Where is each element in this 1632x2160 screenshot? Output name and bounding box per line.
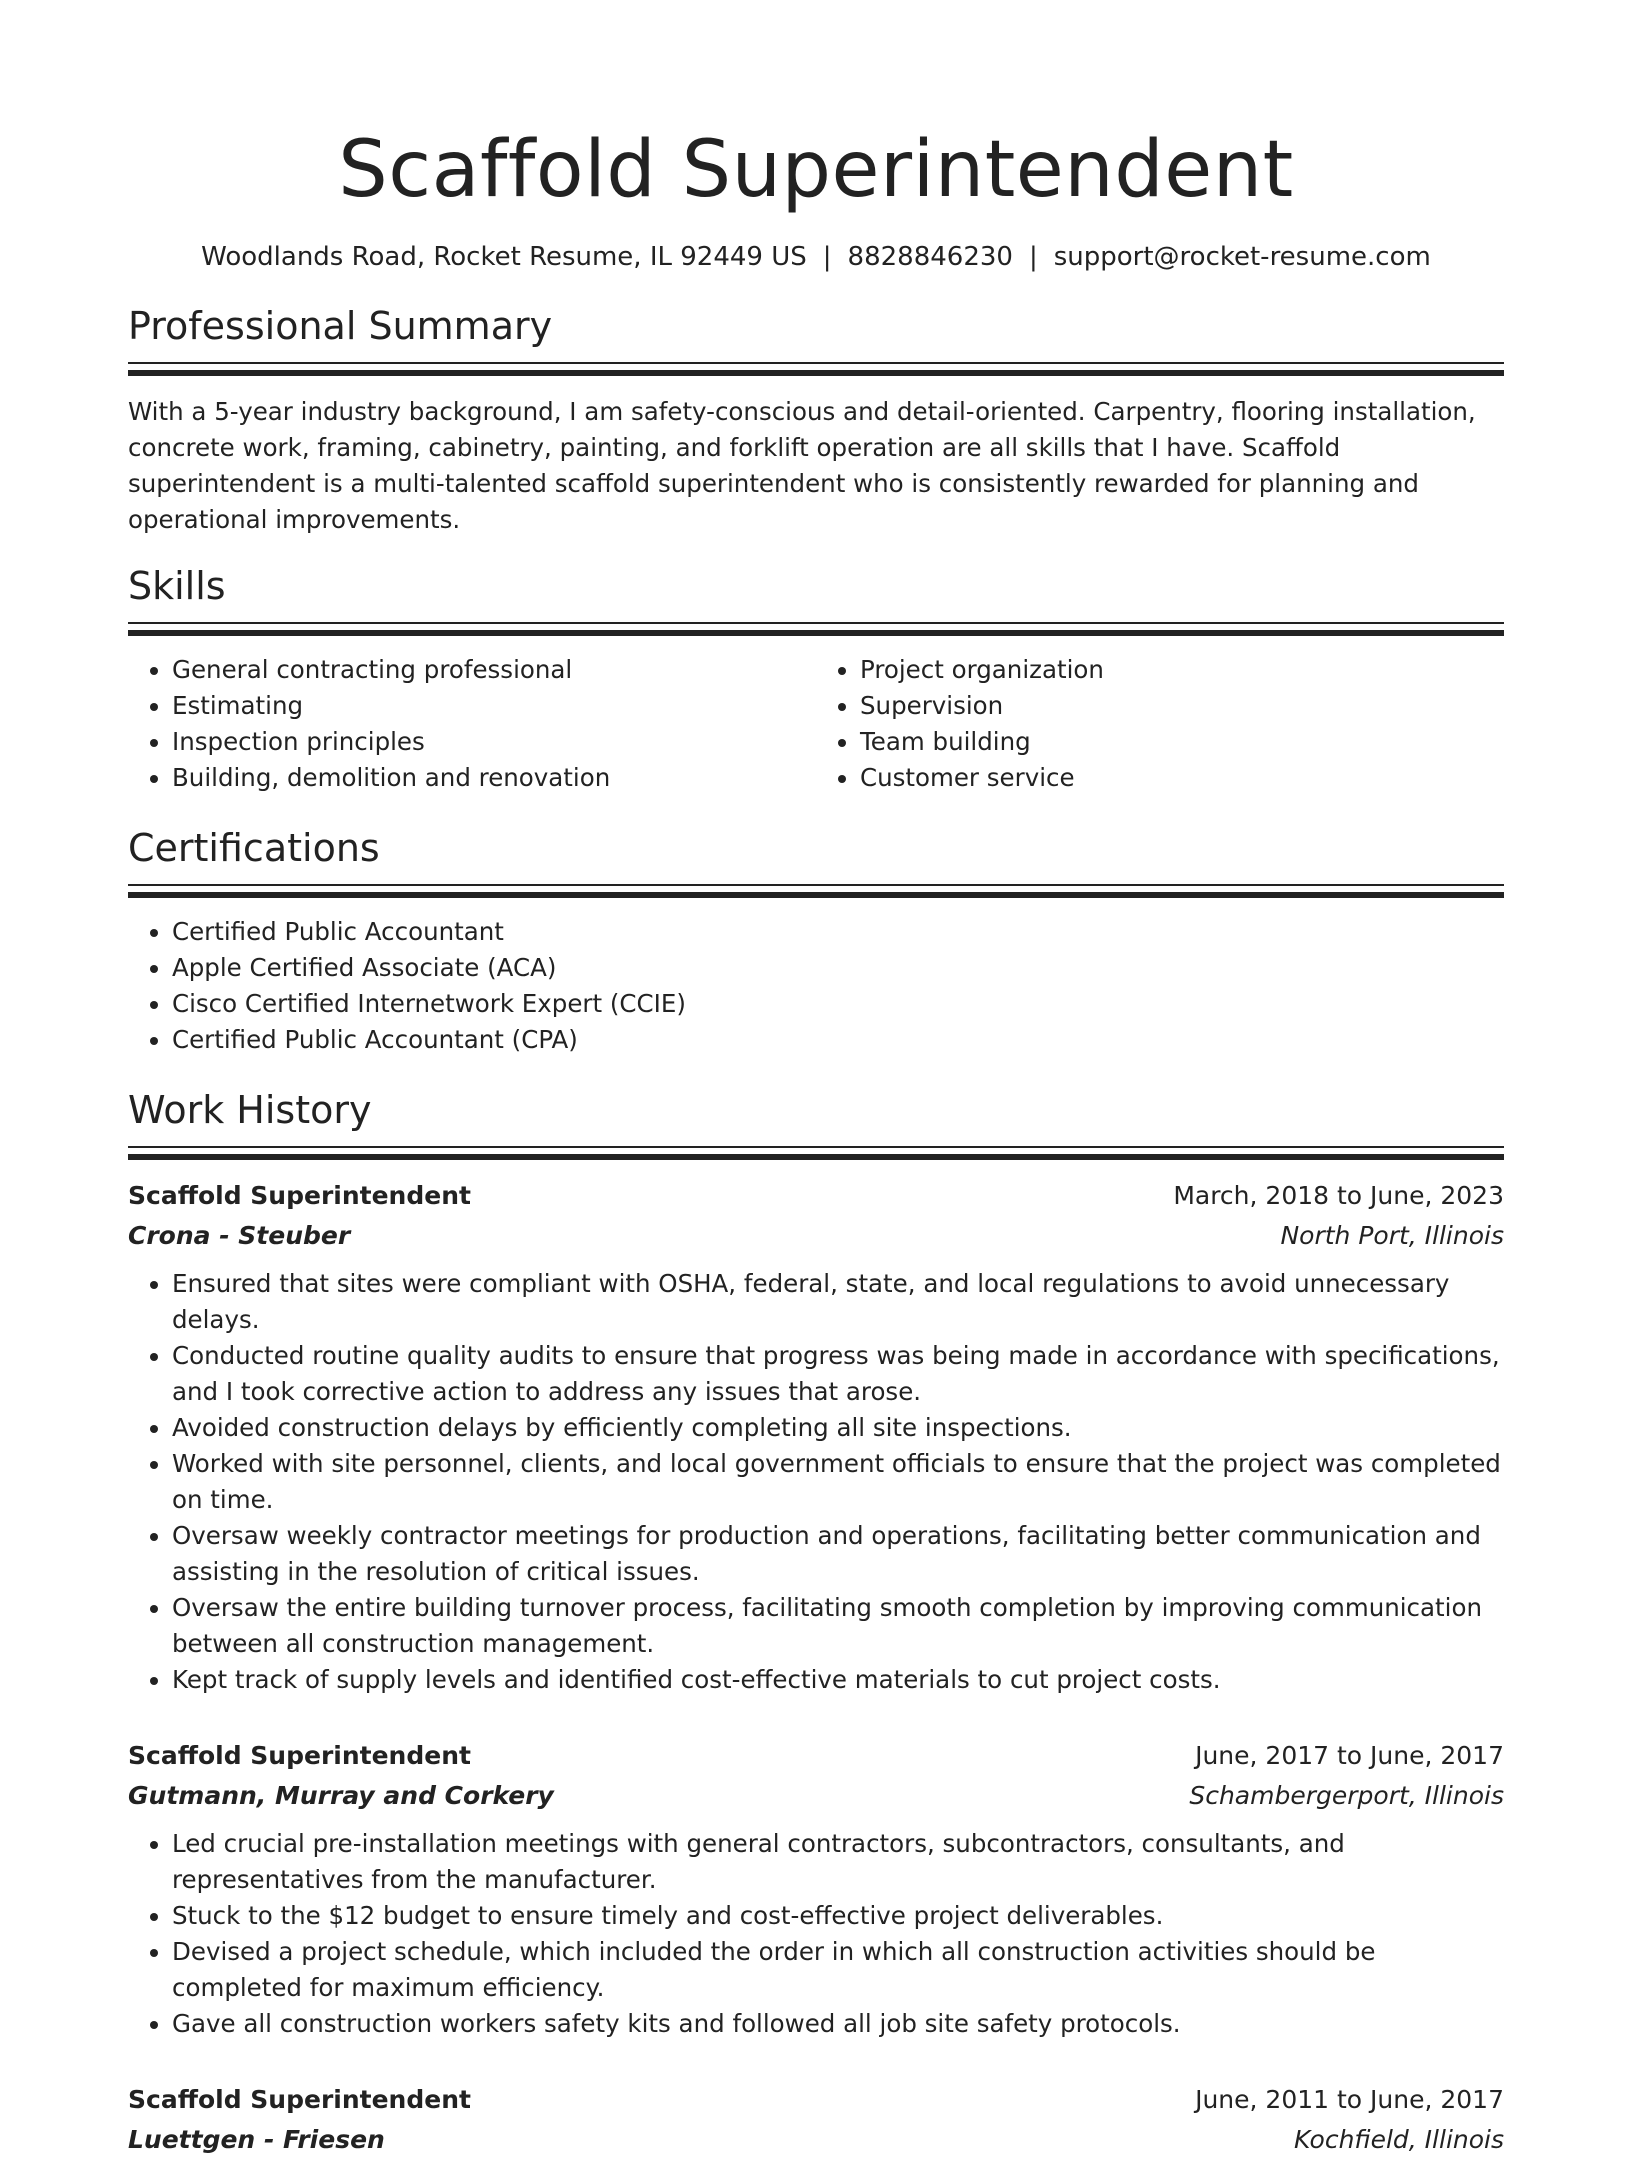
certifications-section: [128, 824, 1504, 1058]
skill-item: • Estimating: [172, 688, 816, 724]
job-company: Luettgen - Friesen: [128, 2125, 385, 2154]
skills-list-left: [128, 652, 816, 796]
work-history-heading: Work History: [128, 1088, 372, 1132]
contact-email: support@rocket-resume.com: [1053, 242, 1431, 272]
section-divider: [128, 884, 1504, 898]
skill-item: • Project organization: [860, 652, 1504, 688]
job-header-row: [128, 1176, 1504, 1216]
summary-section: [128, 302, 1504, 538]
skills-columns: [128, 652, 1504, 796]
job-bullet: • Kept track of supply levels and identified cost-effective materials to cut project costs.: [172, 1662, 1504, 1698]
job-location: Schambergerport, Illinois: [1189, 1781, 1504, 1810]
job-company: Gutmann, Murray and Corkery: [128, 1781, 554, 1810]
job-company-row: [128, 1216, 1504, 1256]
certification-item: • Apple Certified Associate (ACA): [172, 950, 1504, 986]
job-entry: [128, 2080, 1504, 2160]
skill-item: • General contracting professional: [172, 652, 816, 688]
job-company-row: [128, 2120, 1504, 2160]
skill-item: • Inspection principles: [172, 724, 816, 760]
job-bullet: • Oversaw weekly contractor meetings for production and operations, facilitating better communication and assisting in the resolution of critical issues.: [172, 1518, 1504, 1590]
job-company: Crona - Steuber: [128, 1221, 351, 1250]
job-bullet: • Conducted routine quality audits to ensure that progress was being made in accordance with specifications, and I took corrective action to address any issues that arose.: [172, 1338, 1504, 1410]
job-entry: [128, 1736, 1504, 2042]
job-header-row: [128, 2080, 1504, 2120]
section-divider: [128, 1146, 1504, 1160]
contact-phone: 8828846230: [847, 242, 1013, 272]
job-dates: June, 2011 to June, 2017: [1195, 2085, 1504, 2114]
certification-item: • Certified Public Accountant: [172, 914, 1504, 950]
contact-separator: |: [1028, 242, 1038, 272]
certifications-heading: Certifications: [128, 826, 380, 870]
contact-address: Woodlands Road, Rocket Resume, IL 92449 US: [201, 242, 807, 272]
skill-item: • Customer service: [860, 760, 1504, 796]
skills-section: [128, 562, 1504, 796]
skills-list-right: [816, 652, 1504, 796]
job-header-row: [128, 1736, 1504, 1776]
job-bullet: • Led crucial pre-installation meetings with general contractors, subcontractors, consultants, and representatives from the manufacturer.: [172, 1826, 1504, 1898]
job-bullets: [128, 1826, 1504, 2042]
job-bullets: [128, 1266, 1504, 1698]
job-title: Scaffold Superintendent: [128, 1741, 471, 1770]
section-divider: [128, 362, 1504, 376]
skill-item: • Team building: [860, 724, 1504, 760]
job-dates: June, 2017 to June, 2017: [1195, 1741, 1504, 1770]
contact-line: [128, 240, 1504, 274]
job-bullet: • Devised a project schedule, which included the order in which all construction activities should be completed for maximum efficiency.: [172, 1934, 1504, 2006]
resume-name: Scaffold Superintendent: [338, 125, 1294, 215]
summary-heading: Professional Summary: [128, 304, 553, 348]
job-location: North Port, Illinois: [1280, 1221, 1504, 1250]
job-title: Scaffold Superintendent: [128, 1181, 471, 1210]
job-bullet: • Stuck to the $12 budget to ensure timely and cost-effective project deliverables.: [172, 1898, 1504, 1934]
skill-item: • Building, demolition and renovation: [172, 760, 816, 796]
certifications-list: [128, 914, 1504, 1058]
job-dates: March, 2018 to June, 2023: [1173, 1181, 1504, 1210]
contact-separator: |: [822, 242, 832, 272]
certification-item: • Certified Public Accountant (CPA): [172, 1022, 1504, 1058]
job-company-row: [128, 1776, 1504, 1816]
certification-item: • Cisco Certified Internetwork Expert (CCIE): [172, 986, 1504, 1022]
job-bullet: • Oversaw the entire building turnover process, facilitating smooth completion by improving communication between all construction management.: [172, 1590, 1504, 1662]
work-history-section: [128, 1086, 1504, 2160]
job-bullet: • Ensured that sites were compliant with OSHA, federal, state, and local regulations to avoid unnecessary delays.: [172, 1266, 1504, 1338]
skills-heading: Skills: [128, 564, 226, 608]
section-divider: [128, 622, 1504, 636]
job-bullet: • Gave all construction workers safety kits and followed all job site safety protocols.: [172, 2006, 1504, 2042]
job-location: Kochfield, Illinois: [1294, 2125, 1504, 2154]
job-entry: [128, 1176, 1504, 1698]
job-bullet: • Worked with site personnel, clients, and local government officials to ensure that the project was completed on time.: [172, 1446, 1504, 1518]
job-title: Scaffold Superintendent: [128, 2085, 471, 2114]
job-bullet: • Avoided construction delays by efficiently completing all site inspections.: [172, 1410, 1504, 1446]
summary-text: With a 5-year industry background, I am safety-conscious and detail-oriented. Carpentry, flooring installation, concrete work, framing, cabinetry, painting, and forklift operation are all skills that I have. Scaffold superintendent is a multi-talented scaffold superintendent who is consistently rewarded for planning and operational improvements.: [128, 397, 1476, 534]
skill-item: • Supervision: [860, 688, 1504, 724]
